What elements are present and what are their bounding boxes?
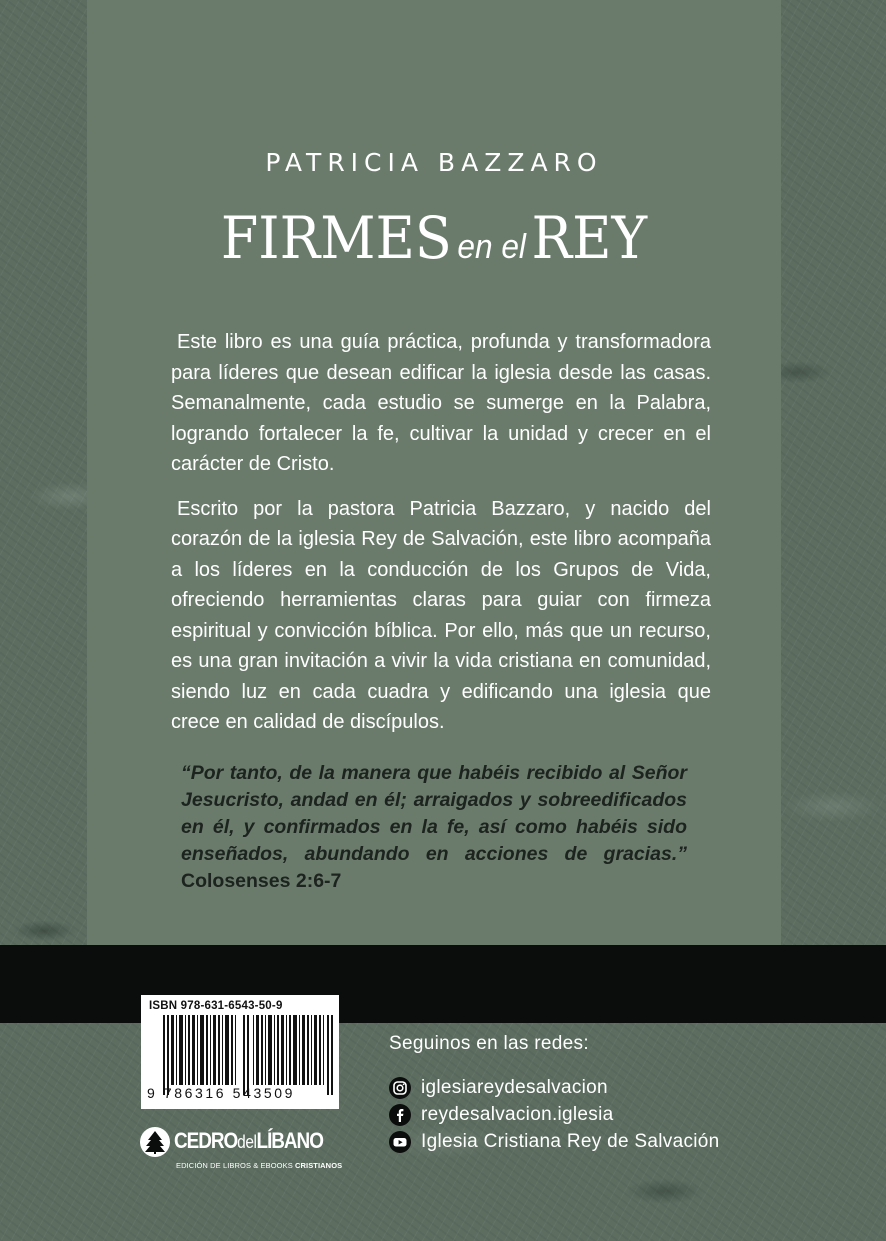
youtube-icon xyxy=(389,1131,411,1153)
facebook-icon xyxy=(389,1104,411,1126)
publisher-name-cedro: CEDRO xyxy=(174,1128,238,1153)
bible-quote xyxy=(181,760,687,895)
author-name: PATRICIA BAZZARO xyxy=(265,148,603,177)
title-rey: REY xyxy=(531,204,648,272)
publisher-name-del: del xyxy=(237,1132,257,1152)
quote-reference: Colosenses 2:6-7 xyxy=(181,870,342,892)
publisher-name-libano: LÍBANO xyxy=(256,1128,323,1153)
social-heading: Seguinos en las redes: xyxy=(389,1033,589,1054)
blurb-paragraph-1: Este libro es una guía práctica, profunda y transformadora para líderes que desean edificar la iglesia desde las casas. Semanalmente, cada estudio se sumerge en la Palabra, logrando fortalecer la fe, cultivar la unidad y crecer en el carácter de Cristo. xyxy=(171,331,711,475)
social-links xyxy=(389,1033,720,1156)
book-title xyxy=(111,204,756,281)
barcode-digits: 9 786316 543509 xyxy=(147,1085,295,1101)
title-firmes: FIRMES xyxy=(220,204,452,272)
publisher-tagline-bold: CRISTIANOS xyxy=(294,1161,343,1170)
blurb xyxy=(171,327,711,738)
social-item-facebook[interactable] xyxy=(389,1102,720,1128)
social-item-label: reydesalvacion.iglesia xyxy=(421,1104,614,1125)
barcode-bars xyxy=(163,1015,333,1095)
social-item-youtube[interactable] xyxy=(389,1129,720,1155)
publisher-name xyxy=(174,1128,323,1154)
blurb-paragraph-2: Escrito por la pastora Patricia Bazzaro, y nacido del corazón de la iglesia Rey de Salvación, este libro acompaña a los líderes en la conducción de los Grupos de Vida, ofreciendo herramientas claras para guiar con firmeza espiritual y convicción bíblica. Por ello, más que un recurso, es una gran invitación a vivir la vida cristiana en comunidad, siendo luz en cada cuadra y edificando una iglesia que crece en calidad de discípulos. xyxy=(171,497,711,733)
publisher-tagline-text: EDICIÓN DE LIBROS & EBOOKS xyxy=(176,1161,293,1170)
social-item-label: iglesiareydesalvacion xyxy=(421,1077,608,1098)
isbn-label: ISBN 978-631-6543-50-9 xyxy=(149,1000,283,1012)
publisher-logo xyxy=(140,1127,342,1177)
title-en-el: en el xyxy=(457,228,526,266)
footer-band xyxy=(0,945,886,1023)
quote-text: “Por tanto, de la manera que habéis recibido al Señor Jesucristo, andad en él; arraigados y sobreedificados en él, y confirmados en la fe, así como habéis sido enseñados, abundando en acciones de gracias.” xyxy=(181,762,687,865)
social-item-label: Iglesia Cristiana Rey de Salvación xyxy=(421,1131,720,1152)
cedar-tree-icon xyxy=(140,1127,170,1157)
publisher-tagline xyxy=(176,1161,342,1170)
barcode xyxy=(141,995,339,1109)
instagram-icon xyxy=(389,1077,411,1099)
cover-panel xyxy=(87,0,781,945)
social-item-instagram[interactable] xyxy=(389,1075,720,1101)
